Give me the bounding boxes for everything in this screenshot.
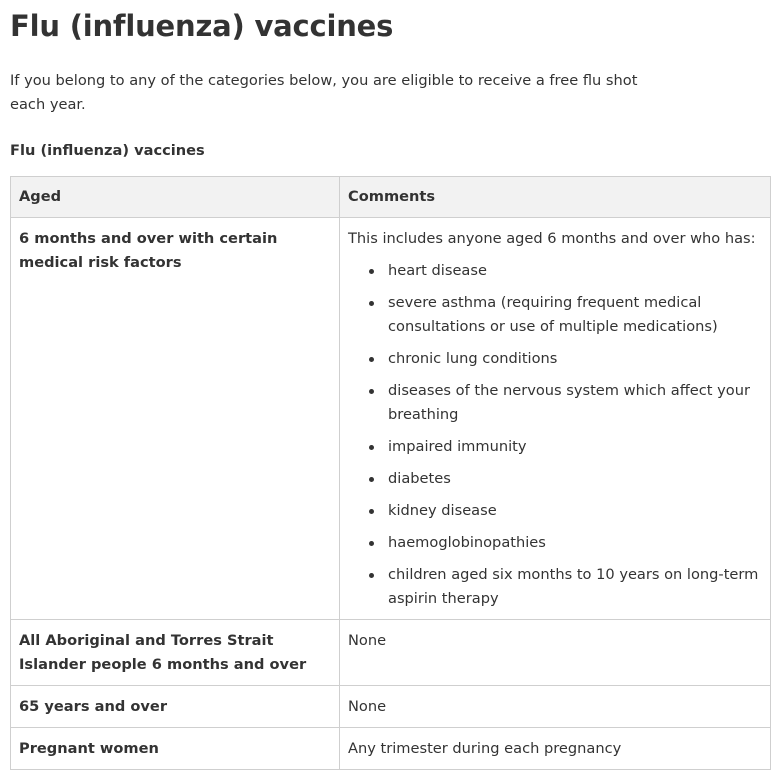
vaccines-table	[10, 176, 771, 770]
list-item	[388, 531, 762, 555]
list-item-text: diseases of the nervous system which affect your breathing	[388, 382, 750, 423]
bullet-icon	[369, 477, 374, 482]
intro-paragraph: If you belong to any of the categories below, you are eligible to receive a free flu shot each year.	[10, 72, 638, 113]
list-item	[388, 379, 762, 427]
table-caption: Flu (influenza) vaccines	[10, 142, 205, 159]
list-item	[388, 259, 762, 283]
comments-cell: Any trimester during each pregnancy	[340, 728, 771, 770]
bullet-icon	[369, 541, 374, 546]
table-header	[11, 177, 771, 218]
list-item-text: heart disease	[388, 262, 487, 279]
list-item	[388, 563, 762, 611]
bullet-icon	[369, 269, 374, 274]
aged-cell: Pregnant women	[11, 728, 340, 770]
list-item	[388, 499, 762, 523]
comments-cell: None	[340, 686, 771, 728]
bullet-icon	[369, 445, 374, 450]
table-row	[11, 686, 771, 728]
bullet-icon	[369, 389, 374, 394]
list-item	[388, 467, 762, 491]
list-item-text: kidney disease	[388, 502, 497, 519]
list-item-text: impaired immunity	[388, 438, 527, 455]
list-item-text: children aged six months to 10 years on long-term aspirin therapy	[388, 566, 759, 607]
table-row	[11, 620, 771, 686]
aged-cell: 65 years and over	[11, 686, 340, 728]
list-item	[388, 435, 762, 459]
aged-cell: 6 months and over with certain medical risk factors	[11, 218, 340, 620]
list-item-text: chronic lung conditions	[388, 350, 558, 367]
table-row	[11, 218, 771, 620]
comments-cell	[340, 218, 771, 620]
list-item-text: diabetes	[388, 470, 451, 487]
comment-text: This includes anyone aged 6 months and over who has:	[348, 230, 756, 247]
table-header-row	[11, 177, 771, 218]
risk-factor-list	[348, 259, 762, 611]
bullet-icon	[369, 301, 374, 306]
table-row	[11, 728, 771, 770]
list-item	[388, 347, 762, 371]
list-item	[388, 291, 762, 339]
column-header-aged: Aged	[11, 177, 340, 218]
list-item-text: severe asthma (requiring frequent medical consultations or use of multiple medications)	[388, 294, 718, 335]
bullet-icon	[369, 573, 374, 578]
aged-cell: All Aboriginal and Torres Strait Islander people 6 months and over	[11, 620, 340, 686]
table-body	[11, 218, 771, 770]
bullet-icon	[369, 509, 374, 514]
list-item-text: haemoglobinopathies	[388, 534, 546, 551]
bullet-icon	[369, 357, 374, 362]
page-title: Flu (influenza) vaccines	[10, 9, 394, 43]
comments-cell: None	[340, 620, 771, 686]
column-header-comments: Comments	[340, 177, 771, 218]
